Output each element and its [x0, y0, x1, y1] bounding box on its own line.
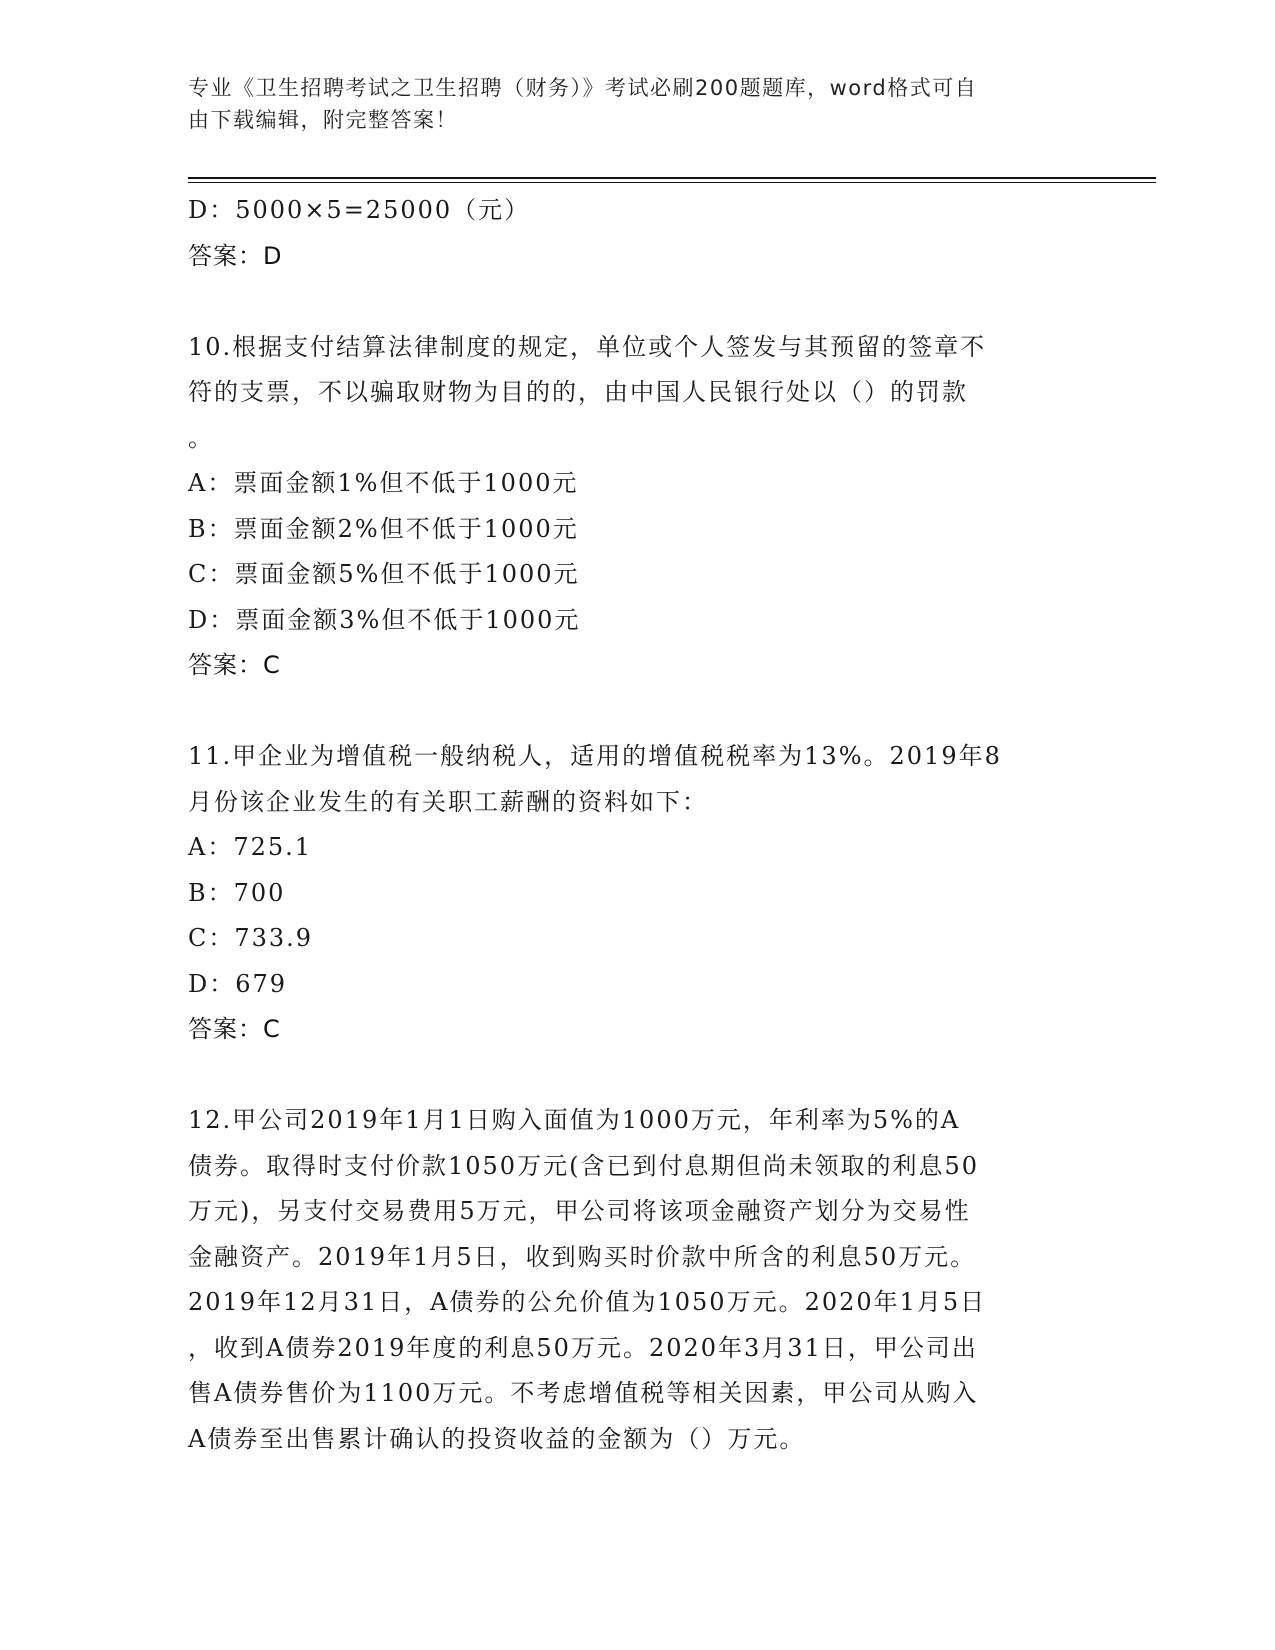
option-d: D：票面金额3%但不低于1000元	[188, 605, 581, 634]
option-a: A：725.1	[188, 833, 313, 861]
question-stem-line: 月份该企业发生的有关职工薪酬的资料如下：	[188, 787, 708, 816]
option-d: D：5000×5=25000（元）	[188, 196, 531, 224]
spacer	[188, 689, 1088, 735]
option-b: B：700	[188, 878, 286, 907]
question-stem-line: 。	[188, 423, 214, 452]
option-d: D：679	[188, 969, 288, 998]
question-stem-line: 10.根据支付结算法律制度的规定，单位或个人签发与其预留的签章不	[188, 332, 987, 361]
option-b: B：票面金额2%但不低于1000元	[188, 514, 579, 543]
question-stem-line: 金融资产。2019年1月5日，收到购买时价款中所含的利息50万元。	[188, 1242, 977, 1271]
question-12	[188, 1098, 1088, 1462]
option-a: A：票面金额1%但不低于1000元	[188, 469, 579, 497]
option-c: C：733.9	[188, 924, 314, 952]
question-10	[188, 325, 1088, 689]
question-stem-line: 债券。取得时支付价款1050万元(含已到付息期但尚未领取的利息50	[188, 1151, 979, 1180]
spacer	[188, 279, 1088, 325]
answer-label: 答案：C	[188, 1015, 281, 1043]
document-body	[188, 188, 1088, 1462]
header-line-1: 专业《卫生招聘考试之卫生招聘（财务）》考试必刷200题题库，word格式可自	[188, 76, 978, 100]
header-divider-thin	[188, 182, 1156, 183]
answer-label: 答案：C	[188, 651, 281, 679]
answer-label: 答案：D	[188, 241, 283, 270]
question-stem-line: 12.甲公司2019年1月1日购入面值为1000万元，年利率为5%的A	[188, 1106, 961, 1134]
question-stem-line: 售A债券售价为1100万元。不考虑增值税等相关因素，甲公司从购入	[188, 1379, 979, 1407]
question-stem-line: 符的支票，不以骗取财物为目的的，由中国人民银行处以（）的罚款	[188, 378, 968, 406]
question-9-tail	[188, 188, 1088, 279]
question-stem-line: ，收到A债券2019年度的利息50万元。2020年3月31日，甲公司出	[188, 1333, 978, 1362]
question-stem-line: A债券至出售累计确认的投资收益的金额为（）万元。	[188, 1424, 806, 1453]
question-stem-line: 万元)，另支付交易费用5万元，甲公司将该项金融资产划分为交易性	[188, 1197, 971, 1225]
header-divider-thick	[188, 177, 1156, 179]
question-stem-line: 2019年12月31日，A债券的公允价值为1050万元。2020年1月5日	[188, 1288, 987, 1316]
option-c: C：票面金额5%但不低于1000元	[188, 560, 580, 588]
spacer	[188, 1053, 1088, 1099]
question-11	[188, 734, 1088, 1053]
page-header	[188, 72, 1068, 136]
question-stem-line: 11.甲企业为增值税一般纳税人，适用的增值税税率为13%。2019年8	[188, 742, 1002, 770]
header-line-2: 由下载编辑，附完整答案！	[188, 108, 458, 132]
